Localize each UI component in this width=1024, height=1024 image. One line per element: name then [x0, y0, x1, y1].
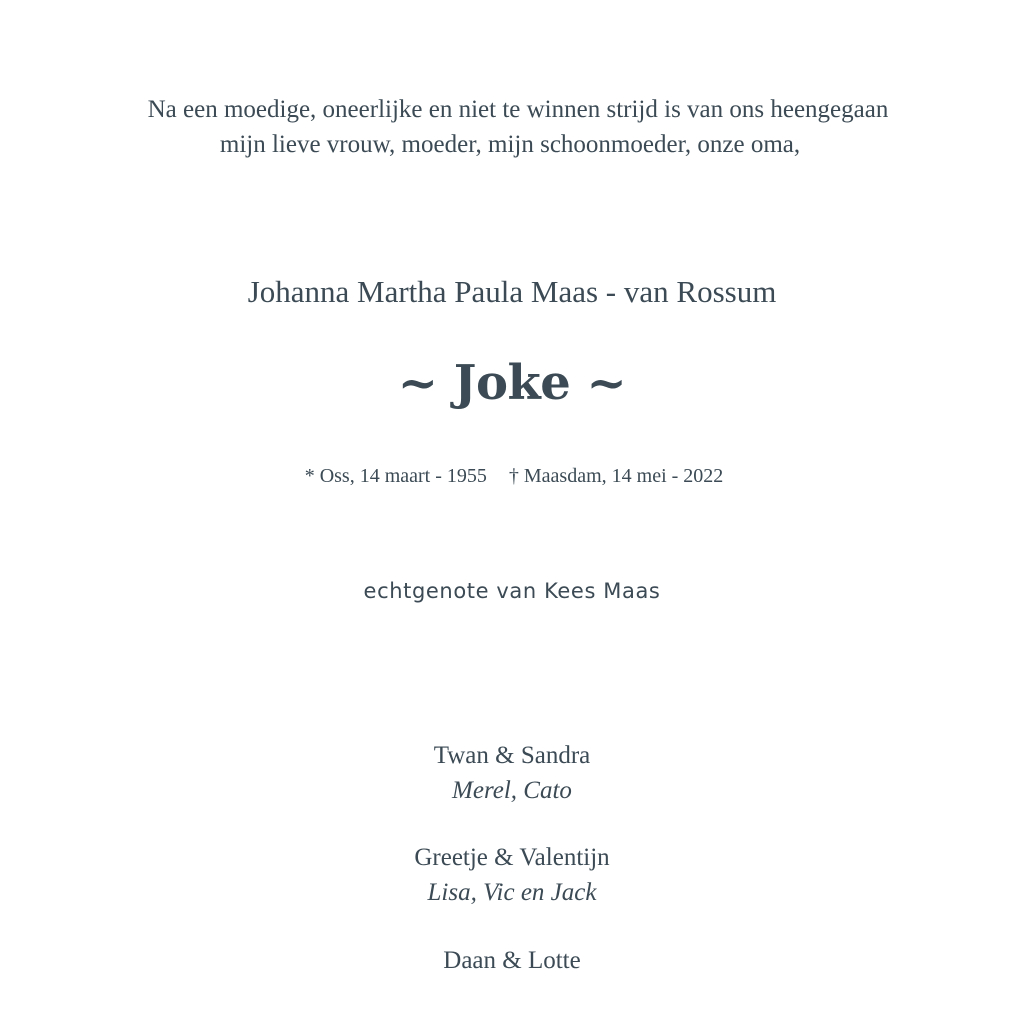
birth-date: * Oss, 14 maart - 1955: [304, 465, 487, 487]
family-children-2: Lisa, Vic en Jack: [427, 879, 597, 906]
intro-line-2: mijn lieve vrouw, moeder, mijn schoonmoeder, onze oma,: [219, 131, 801, 158]
spouse-line: echtgenote van Kees Maas: [363, 579, 661, 603]
deceased-nickname: ~ Joke ~: [397, 355, 627, 411]
family-couple-1: Twan & Sandra: [433, 742, 591, 769]
deceased-full-name: Johanna Martha Paula Maas - van Rossum: [247, 274, 777, 309]
family-couple-3: Daan & Lotte: [443, 947, 581, 974]
death-date: † Maasdam, 14 mei - 2022: [508, 465, 724, 487]
family-couple-2: Greetje & Valentijn: [414, 844, 610, 871]
life-dates: [2, 462, 1024, 490]
intro-line-1: Na een moedige, oneerlijke en niet te winnen strijd is van ons heengegaan: [147, 96, 889, 123]
family-children-1: Merel, Cato: [452, 777, 572, 804]
